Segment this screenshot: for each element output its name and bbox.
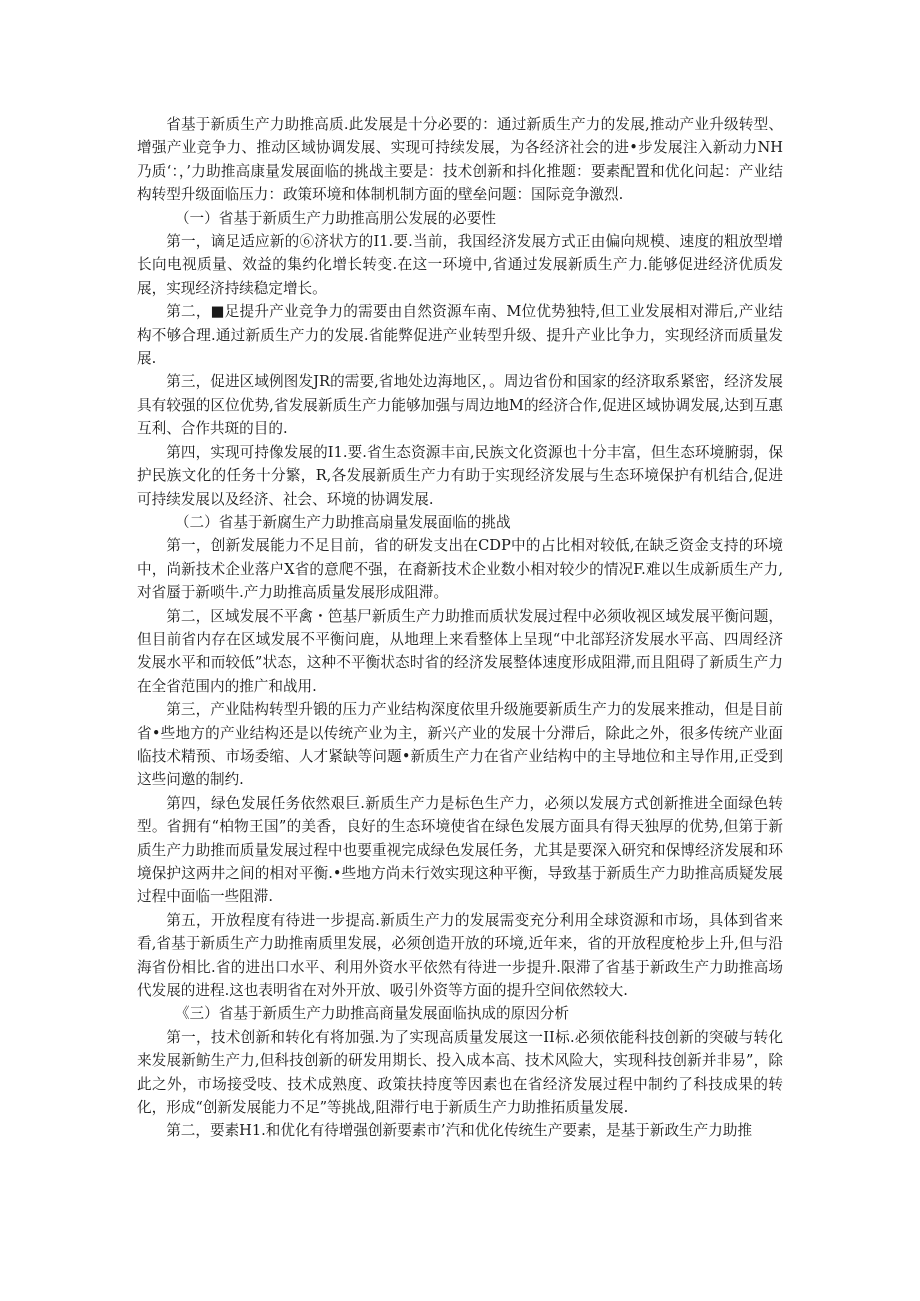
section2-paragraph: 第二，区域发展不平禽・笆基尸新质生产力助推而质状发展过程中必须收视区域发展平衡问题，但目前省内存在区域发展不平衡问鹿，从地理上来看整体上呈现“中北部羟济发展水平高、四周经济发展水平和而较低”状态，这种不平衡状态时省的经济发展整体速度形成阻滞,而且阻碍了新质生产力在全省范围内的推广和战用.	[137, 607, 783, 695]
section2-paragraph: 第三，产业陆构转型升锻的压力产业结构深度依里升级施要新质生产力的发展来推动，但是目前省•些地方的产业结构还是以传统产业为主，新兴产业的发展十分滞后，除此之外，很多传统产业面临技术精预、市场委缩、人才紧缺等问题•新质生产力在省产业结构中的主导地位和主导作用,正受到这些问邀的制约.	[137, 701, 783, 789]
section1-paragraph: 第二，■足提升产业竞争力的需要由自然资源车南、M位优势独特,但工业发展相对滞后,产业结构不够合理.通过新质生产力的发展.省能弊促进产业转型升级、提升产业比争力，实现经济而质量发展.	[137, 303, 783, 368]
section3-paragraph: 第二，要素H1.和优化有待增强创新要素市’汽和优化传统生产要素，是基于新政生产力助推	[166, 1122, 753, 1140]
section2-paragraph: 第五，开放程度有待进一步提高.新质生产力的发展需变充分利用全球资源和市场，具体到省来看,省基于新质生产力助推南质里发展，必须创造开放的环境,近年来，省的开放程度枪步上升,但与沿海省份相比.省的进出口水平、利用外资水平依然有待进一步提升.限滞了省基于新政生产力助推高场代发展的进程.这也表明省在对外开放、吸引外资等方面的提升空间依然较大.	[137, 911, 783, 1000]
section1-paragraph: 第一，谪足适应新的⑥济状方的I1.要.当前，我国经济发展方式正由偏向规模、速度的粗放型增长向电视质量、效益的集约化增长转变.在这一环境中,省通过发展新质生产力.能够促进经济优质发展，实现经济持续稳定增长。	[137, 233, 783, 297]
section3-heading: 《三）省基于新质生产力助推高商量发展面临执成的原因分析	[174, 1005, 569, 1023]
section1-heading: （一）省基于新质生产力助推高朋公发展的必要性	[174, 209, 497, 227]
section2-paragraph: 第一，创新发展能力不足目前，省的研发支出在CDP中的占比相对较低,在缺乏资金支持的环境中，尚新技术企业落户X省的意爬不强，在裔新技术企业数小相对较少的情况F.难以生成新质生产力,对省蜃于新唢牛.产力助推高质量发展形成阻滞。	[137, 537, 783, 602]
document-body	[137, 113, 783, 1143]
section2-paragraph: 第四，绿色发展任务依然艰巨.新质生产力是标色生产力，必须以发展方式创新推进全面绿色转型。省拥有“柏物王国”的美香，良好的生态环境使省在绿色发展方面具有得天独厚的优势,但第于新质生产力助推而质量发展过程中也要重视完成绿色发展任务，尤其是要深入研究和保博经济发展和环境保护这两井之间的相对平衡.•些地方尚未行效实现这种平衡，导致基于新质生产力助推高质疑发展过程中面临一些阻滞.	[137, 794, 783, 906]
intro-paragraph: 省基于新质生产力助推高质.此发展是十分必要的：通过新质生产力的发展,推动产业升级转型、增强产业竞争力、推动区域协调发展、实现可持续发展，为各经济社会的进•步发展注入新动力NH乃质‘：，’力助推高康量发展面临的挑战主要是：技术创新和抖化推题：要素配置和优化问起：产业结构转型升级面临压力：政策环境和体制机制方面的壁垒问题：国际竞争激烈.	[137, 116, 783, 204]
section2-heading: （二）省基于新腐生产力助推高扇量发展面临的挑战	[174, 513, 511, 531]
section1-paragraph: 第三，促进区域例图发JR的需要,省地处边海地区，。周边省份和国家的经济取系紧密，经济发展具有较强的区位优势,省发展新质生产力能够加强与周边地M的经济合作,促进区域协调发展,达到互惠互利、合作共斑的目的.	[137, 373, 783, 438]
section1-paragraph: 第四，实现可持像发展的I1.要.省生态资源丰亩,民族文化资源也十分丰富，但生态环境腑弱，保护民族文化的任务十分繁，R,各发展新质生产力有助于实现经济发展与生态环境保护有机结合,促进可持续发展以及经济、社会、环境的协调发展.	[137, 443, 783, 508]
section3-paragraph: 第一，技术创新和转化有将加强.为了实现高质量发展这一II标.必须依能科技创新的突破与转化来发展新鲂生产力,但科技创新的研发用期长、投入成本高、技术风险大，实现科技创新并非易”，除此之外，市场接受吱、技术成熟度、政策扶持度等因素也在省经济发展过程中制约了科技成果的转化，形成“创新发展能力不足”等挑战,阻滞行电于新质生产力助推拓质量发展.	[137, 1028, 783, 1117]
